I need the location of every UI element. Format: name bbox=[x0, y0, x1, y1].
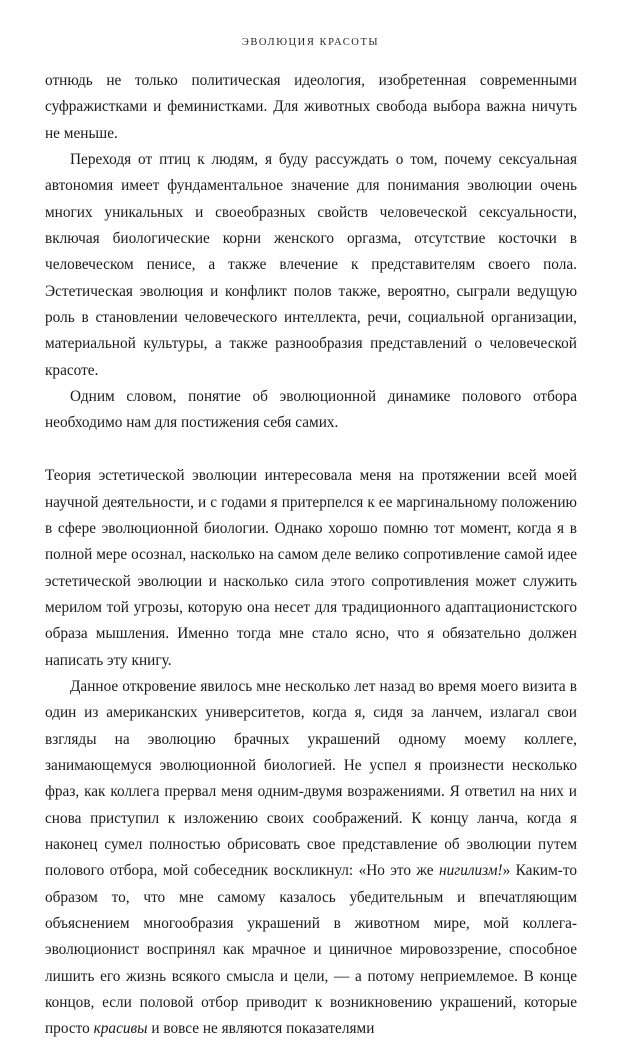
text-block-one bbox=[45, 68, 577, 437]
text-block-two bbox=[45, 463, 577, 1043]
text-column bbox=[45, 68, 577, 1043]
paragraph: Переходя от птиц к людям, я буду рассуждать о том, почему сексуальная автономия имеет фундаментальное значение для понимания эволюции очень многих уникальных и своеобразных свойств человеческой сексуальности, включая биологические корни женского оргазма, отсутствие косточки в человеческом пенисе, а также влечение к представителям своего пола. Эстетическая эволюция и конфликт полов также, вероятно, сыграли ведущую роль в становлении человеческого интеллекта, речи, социальной организации, материальной культуры, а также разнообразия представлений о человеческой красоте. bbox=[45, 151, 577, 379]
paragraph-with-italics: Данное откровение явилось мне несколько лет назад во время моего визита в один из американских университетов, когда я, сидя за ланчем, излагал свои взгляды на эволюцию брачных украшений одному моему коллеге, занимающемуся эволюционной биологией. Не успел я произнести несколько фраз, как коллега прервал меня одним-двумя возражениями. Я ответил на них и снова приступил к изложению своих соображений. К концу ланча, когда я наконец сумел полностью обрисовать свое представление об эволюции путем полового отбора, мой собеседник воскликнул: «Но это же нигилизм!» Каким-то образом то, что мне самому казалось убедительным и впечатляющим объяснением многообразия украшений в животном мире, мой коллега-эволюционист воспринял как мрачное и циничное мировоззрение, способное лишить его жизнь всякого смысла и цели, — а потому неприемлемое. В конце концов, если половой отбор приводит к возникновению украшений, которые просто красивы и вовсе не являются показателями bbox=[45, 677, 577, 1038]
paragraph: Одним словом, понятие об эволюционной динамике полового отбора необходимо нам для постижения себя самих. bbox=[45, 388, 577, 432]
emphasized-text: нигилизм! bbox=[439, 862, 503, 880]
block-separator bbox=[45, 437, 577, 463]
paragraph: Теория эстетической эволюции интересовала меня на протяжении всей моей научной деятельности, и с годами я притерпелся к ее маргинальному положению в сфере эволюционной биологии. Однако хорошо помню тот момент, когда я в полной мере осознал, насколько на самом деле велико сопротивление самой идее эстетической эволюции и насколько сила этого сопротивления может служить мерилом той угрозы, которую она несет для традиционного адаптационистского образа мышления. Именно тогда мне стало ясно, что я обязательно должен написать эту книгу. bbox=[45, 467, 577, 669]
paragraph: отнюдь не только политическая идеология, изобретенная современными суфражистками и феминистками. Для животных свобода выбора важна ничуть не меньше. bbox=[45, 72, 577, 142]
emphasized-text: красивы bbox=[93, 1020, 148, 1038]
running-head: ЭВОЛЮЦИЯ КРАСОТЫ bbox=[241, 37, 380, 48]
